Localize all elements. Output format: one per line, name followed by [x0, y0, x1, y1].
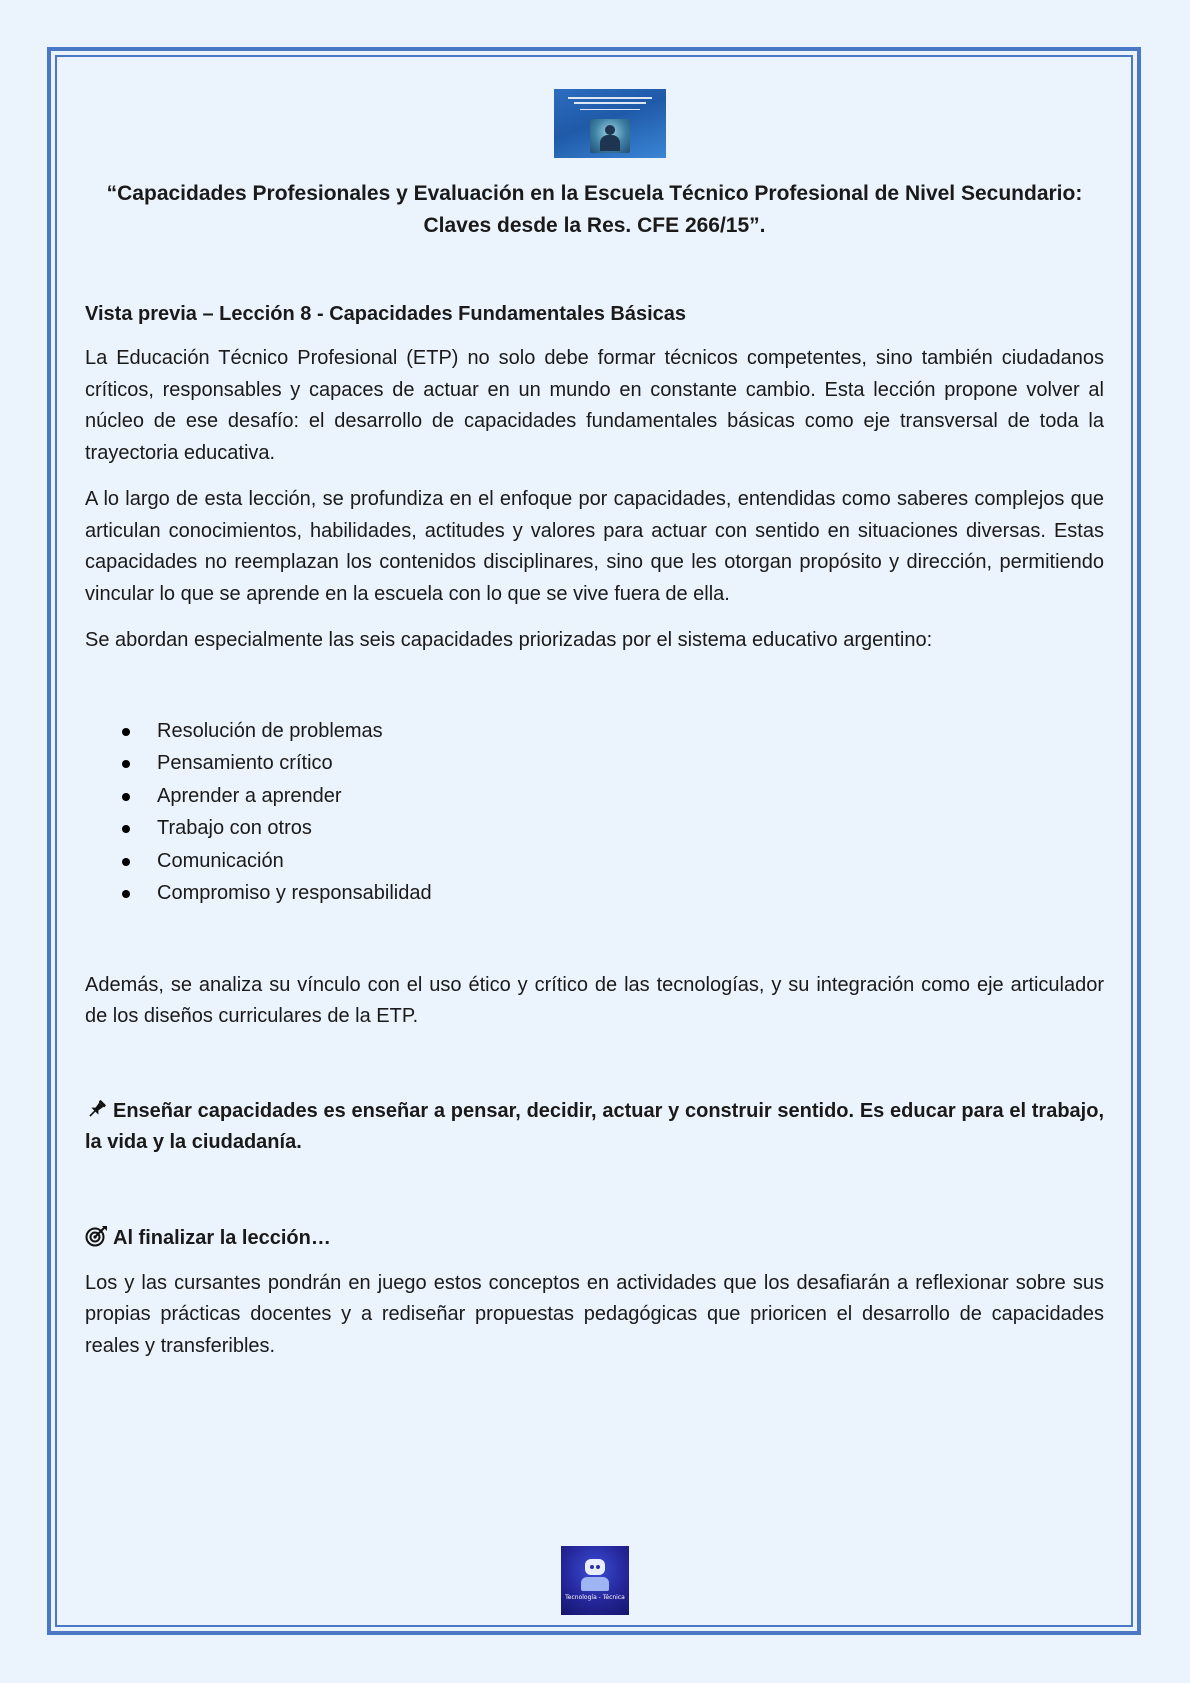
list-item: Comunicación	[157, 845, 1104, 878]
bullet-icon	[122, 825, 130, 833]
person-head	[605, 125, 615, 135]
list-item: Pensamiento crítico	[157, 747, 1104, 780]
highlight-statement: Enseñar capacidades es enseñar a pensar, decidir, actuar y construir sentido. Es educar para el trabajo, la vida y la ciudadanía.	[85, 1099, 1104, 1153]
paragraph-technology: Además, se analiza su vínculo con el uso ético y crítico de las tecnologías, y su integración como eje articulador de los diseños curriculares de la ETP.	[85, 973, 1104, 1027]
robot-head	[585, 1559, 605, 1575]
capacities-list	[85, 715, 1104, 910]
footer-logo-text: Tecnología - Técnica	[565, 1594, 625, 1601]
robot-logo	[561, 1546, 629, 1615]
banner-photo	[590, 119, 630, 153]
course-banner-logo	[554, 89, 666, 158]
paragraph-goal: Los y las cursantes pondrán en juego estos conceptos en actividades que los desafiarán a reflexionar sobre sus propias prácticas docentes y a rediseñar propuestas pedagógicas que prioricen el desarrollo de capacidades reales y transferibles.	[85, 1271, 1104, 1357]
robot-body	[581, 1577, 609, 1591]
bullet-icon	[122, 890, 130, 898]
paragraph-capacities-intro: Se abordan especialmente las seis capacidades priorizadas por el sistema educativo argentino:	[85, 629, 933, 651]
paragraph-approach: A lo largo de esta lección, se profundiza en el enfoque por capacidades, entendidas como saberes complejos que articulan conocimientos, habilidades, actitudes y valores para actuar con sentido en situaciones diversas. Estas capacidades no reemplazan los contenidos disciplinares, sino que les otorgan propósito y dirección, permitiendo vincular lo que se aprende en la escuela con lo que se vive fuera de ella.	[85, 488, 1104, 605]
bullet-icon	[122, 760, 130, 768]
banner-title-line	[574, 102, 646, 104]
document-title: “Capacidades Profesionales y Evaluación en la Escuela Técnico Profesional de Nivel Secundario: Claves desde la Res. CFE 266/15”.	[106, 182, 1083, 237]
list-item: Trabajo con otros	[157, 812, 1104, 845]
bullet-icon	[122, 728, 130, 736]
robot-eye	[596, 1565, 600, 1569]
bullet-icon	[122, 858, 130, 866]
pushpin-icon	[85, 1099, 109, 1119]
document-content	[85, 170, 1104, 1362]
person-body	[600, 135, 620, 151]
bullet-icon	[122, 793, 130, 801]
list-item: Aprender a aprender	[157, 780, 1104, 813]
target-icon	[85, 1225, 109, 1247]
banner-subtitle-line	[580, 109, 640, 110]
banner-title-line	[568, 97, 652, 99]
goal-heading: Al finalizar la lección…	[85, 1223, 1104, 1253]
robot-eye	[590, 1565, 594, 1569]
list-item: Compromiso y responsabilidad	[157, 877, 1104, 910]
lesson-heading: Vista previa – Lección 8 - Capacidades Fundamentales Básicas	[85, 303, 687, 325]
paragraph-intro: La Educación Técnico Profesional (ETP) no solo debe formar técnicos competentes, sino también ciudadanos críticos, responsables y capaces de actuar en un mundo en constante cambio. Esta lección propone volver al núcleo de ese desafío: el desarrollo de capacidades fundamentales básicas como eje transversal de toda la trayectoria educativa.	[85, 347, 1104, 464]
list-item: Resolución de problemas	[157, 715, 1104, 748]
